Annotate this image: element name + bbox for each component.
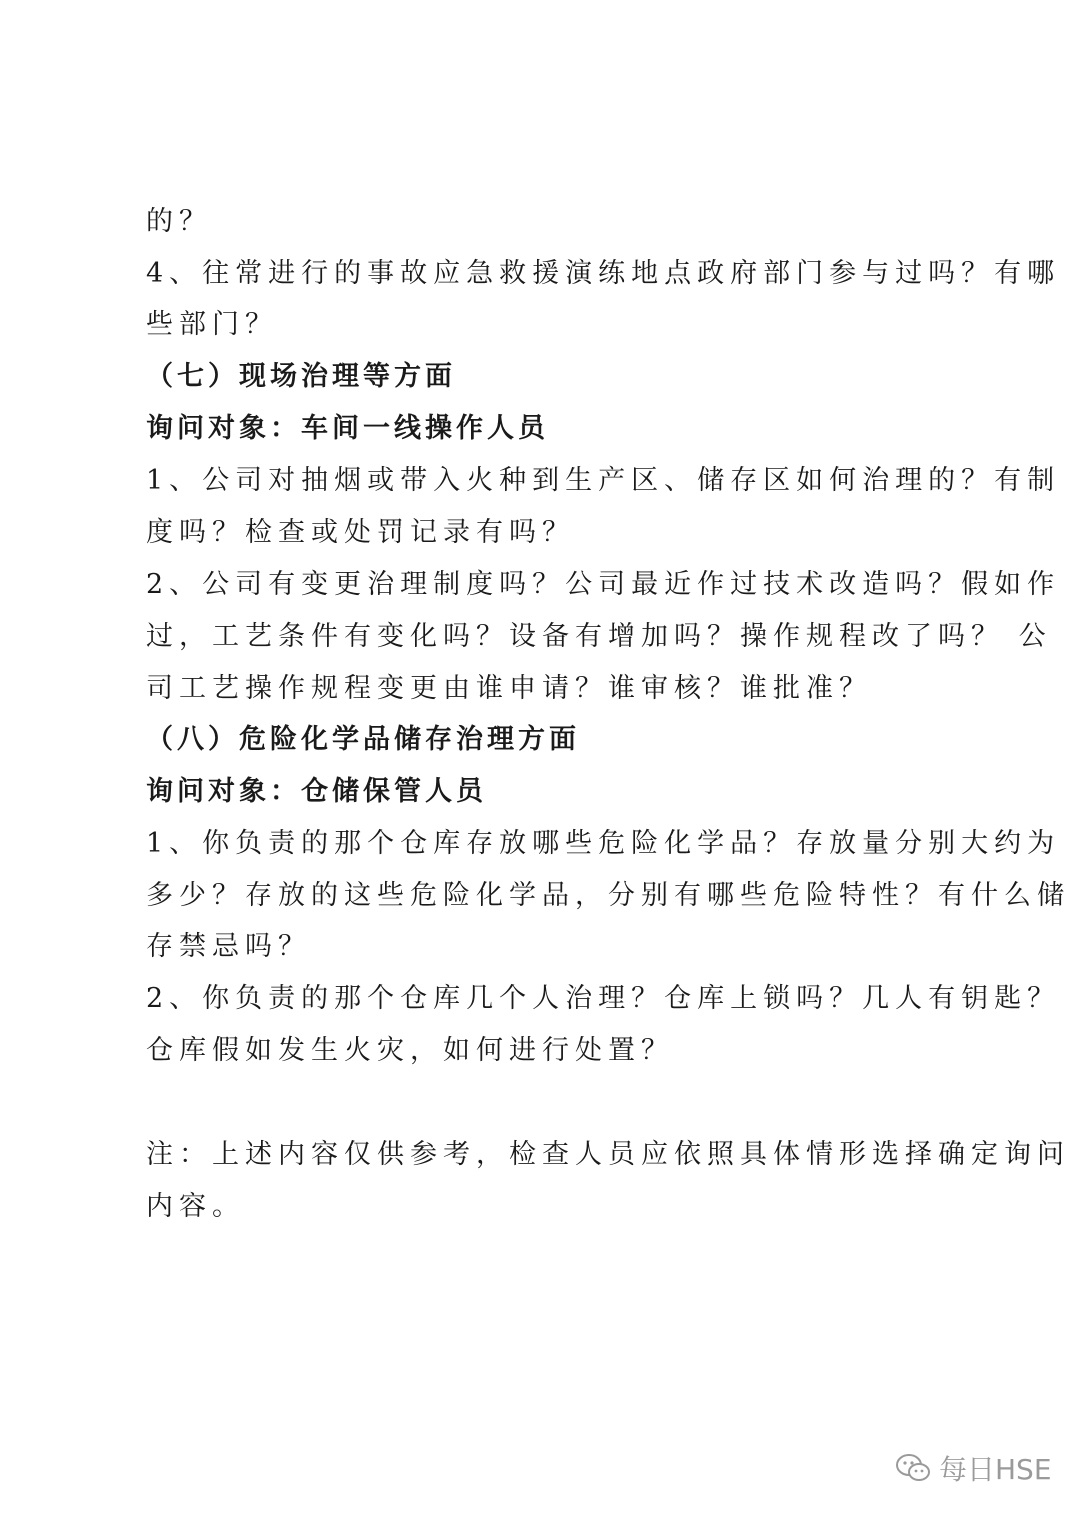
text-line: 的？ <box>146 206 212 237</box>
text-line: 2、公司有变更治理制度吗？公司最近作过技术改造吗？假如作 <box>146 569 1061 600</box>
text-line: 2、你负责的那个仓库几个人治理？仓库上锁吗？几人有钥匙？ <box>146 983 1061 1014</box>
inquiry-target: 询问对象：车间一线操作人员 <box>146 413 549 444</box>
text-line: 些部门？ <box>146 309 278 340</box>
watermark-text: 每日HSE <box>939 1453 1052 1486</box>
section-heading: （八）危险化学品储存治理方面 <box>146 724 580 755</box>
text-line: 1、你负责的那个仓库存放哪些危险化学品？存放量分别大约为 <box>146 828 1061 859</box>
text-line: 司工艺操作规程变更由谁申请？谁审核？谁批准？ <box>146 673 872 704</box>
text-line: 1、公司对抽烟或带入火种到生产区、储存区如何治理的？有制 <box>146 465 1061 496</box>
note-line: 注：上述内容仅供参考，检查人员应依照具体情形选择确定询问 <box>146 1139 1070 1170</box>
inquiry-target: 询问对象：仓储保管人员 <box>146 776 487 807</box>
text-line: 仓库假如发生火灾，如何进行处置？ <box>146 1035 674 1066</box>
text-line: 存禁忌吗？ <box>146 931 311 962</box>
note-line: 内容。 <box>146 1191 245 1222</box>
text-line: 多少？存放的这些危险化学品，分别有哪些危险特性？有什么储 <box>146 880 1070 911</box>
watermark <box>895 1448 1052 1488</box>
text-line: 度吗？检查或处罚记录有吗？ <box>146 517 575 548</box>
text-line: 过，工艺条件有变化吗？设备有增加吗？操作规程改了吗？ 公 <box>146 621 1052 652</box>
text-line: 4、往常进行的事故应急救援演练地点政府部门参与过吗？有哪 <box>146 258 1061 289</box>
section-heading: （七）现场治理等方面 <box>146 361 456 392</box>
wechat-icon <box>895 1452 931 1484</box>
